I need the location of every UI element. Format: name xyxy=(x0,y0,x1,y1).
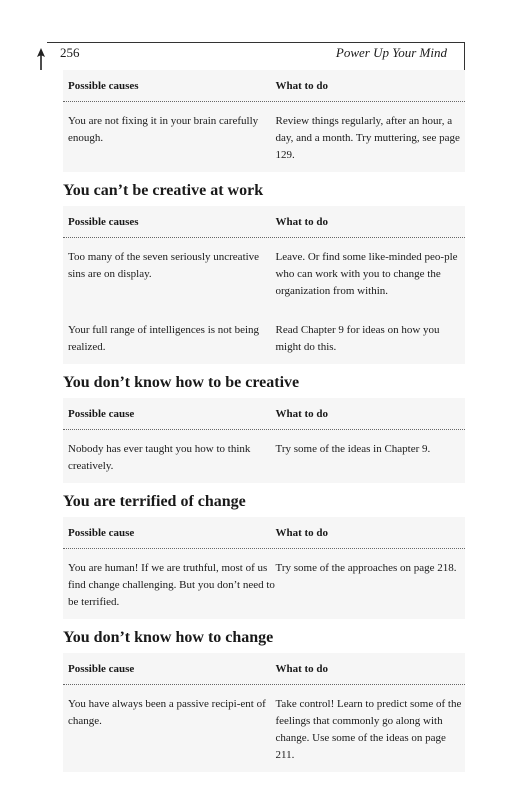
up-arrow-icon xyxy=(37,48,45,70)
what-to-do-header: What to do xyxy=(275,663,329,675)
cause-cell: You have always been a passive recipi-ent of change. xyxy=(68,698,266,727)
table-row xyxy=(63,102,465,172)
possible-causes-header: Possible cause xyxy=(68,663,135,675)
causes-table xyxy=(63,517,465,619)
cause-cell: Nobody has ever taught you how to think creatively. xyxy=(68,443,251,472)
what-to-do-header: What to do xyxy=(275,527,329,539)
cause-cell: You are human! If we are truthful, most of us find change challenging. But you don’t need to be terrified. xyxy=(68,562,275,608)
possible-causes-header: Possible causes xyxy=(68,80,139,92)
section-heading: You don’t know how to change xyxy=(63,629,274,646)
table-header xyxy=(63,517,465,549)
header-rule-right xyxy=(464,42,465,70)
table-row xyxy=(63,685,465,772)
action-cell: Try some of the approaches on page 218. xyxy=(275,562,457,574)
page-number: 256 xyxy=(60,45,80,60)
table-header xyxy=(63,398,465,430)
what-to-do-header: What to do xyxy=(275,80,329,92)
page-header xyxy=(37,42,465,70)
table-header xyxy=(63,206,465,238)
action-cell: Try some of the ideas in Chapter 9. xyxy=(275,443,431,455)
causes-table xyxy=(63,70,465,172)
table-header xyxy=(63,653,465,685)
possible-causes-header: Possible cause xyxy=(68,527,135,539)
what-to-do-header: What to do xyxy=(275,216,329,228)
table-row xyxy=(63,549,465,619)
action-cell: Leave. Or find some like-minded peo-ple who can work with you to change the organization from within. xyxy=(275,251,458,297)
possible-causes-header: Possible causes xyxy=(68,216,139,228)
cause-cell: You are not fixing it in your brain carefully enough. xyxy=(68,115,259,144)
section-heading: You are terrified of change xyxy=(63,493,246,510)
table-row xyxy=(63,238,465,308)
possible-causes-header: Possible cause xyxy=(68,408,135,420)
action-cell: Read Chapter 9 for ideas on how you might do this. xyxy=(275,324,440,353)
cause-cell: Too many of the seven seriously uncreative sins are on display. xyxy=(68,251,260,280)
causes-table xyxy=(63,206,465,364)
section-heading: You don’t know how to be creative xyxy=(63,374,300,391)
section-heading: You can’t be creative at work xyxy=(63,182,264,199)
action-cell: Review things regularly, after an hour, a day, and a month. Try muttering, see page 129. xyxy=(275,115,460,161)
what-to-do-header: What to do xyxy=(275,408,329,420)
table-header xyxy=(63,70,465,102)
page-content xyxy=(63,70,465,772)
causes-table xyxy=(63,653,465,772)
cause-cell: Your full range of intelligences is not being realized. xyxy=(68,324,260,353)
table-row xyxy=(63,308,465,364)
table-row xyxy=(63,430,465,483)
causes-table xyxy=(63,398,465,483)
action-cell: Take control! Learn to predict some of the feelings that commonly go along with change. Use some of the ideas on page 211. xyxy=(275,698,462,761)
header-rule xyxy=(47,42,465,43)
running-title: Power Up Your Mind xyxy=(335,45,447,60)
